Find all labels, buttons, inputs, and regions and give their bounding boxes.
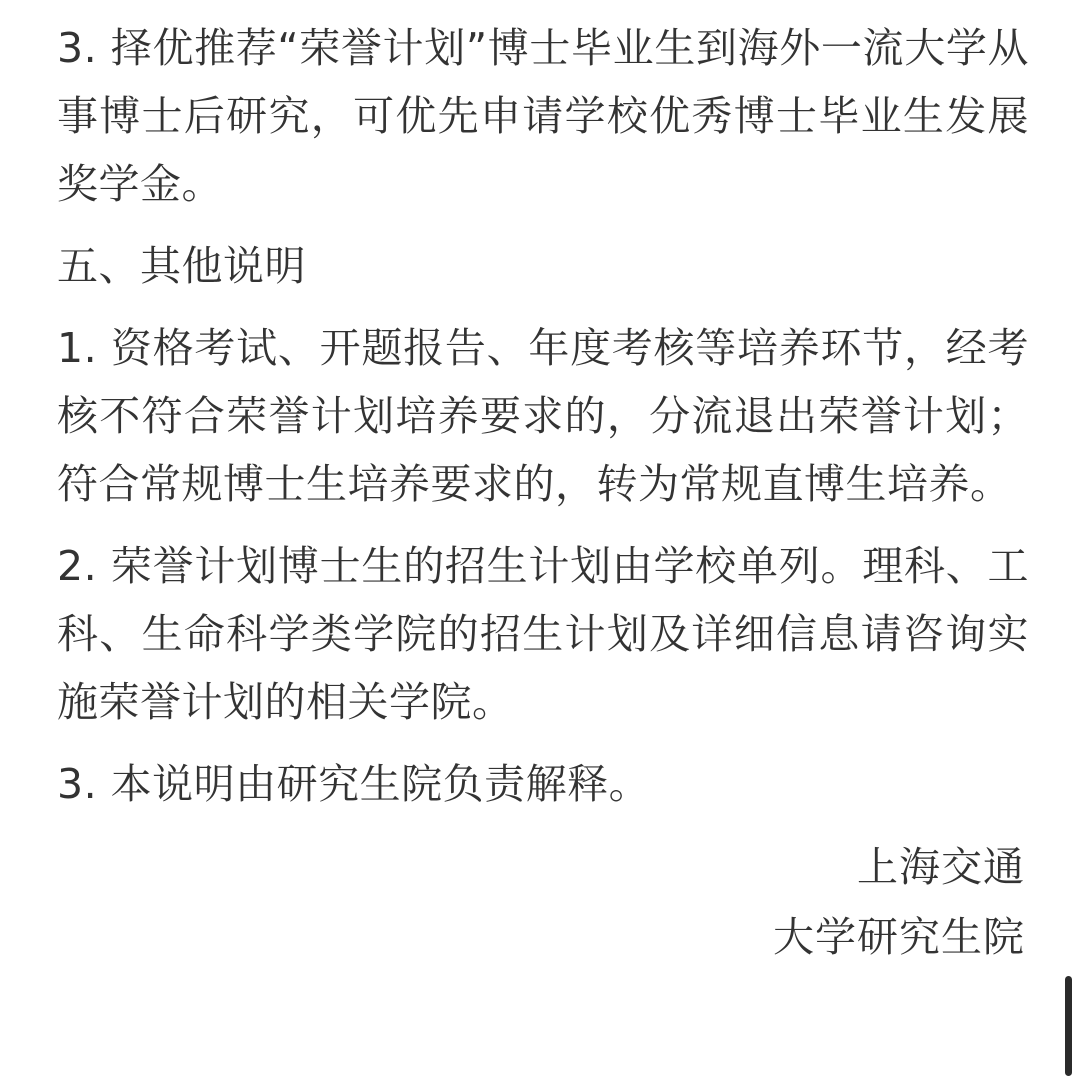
signature-line-1: 上海交通: [857, 843, 1025, 891]
paragraph-interpretation: 3. 本说明由研究生院负责解释。: [57, 760, 651, 808]
section-heading-other-notes: 五、其他说明: [57, 242, 306, 290]
paragraph-assessment: 1. 资格考试、开题报告、年度考核等培养环节，经考核不符合荣誉计划培养要求的，分流退出荣誉计划；符合常规博士生培养要求的，转为常规直博生培养。: [57, 324, 1029, 508]
signature-block: [57, 832, 1029, 972]
paragraph-enrollment-plan: 2. 荣誉计划博士生的招生计划由学校单列。理科、工科、生命科学类学院的招生计划及详细信息请咨询实施荣誉计划的相关学院。: [57, 542, 1029, 726]
vertical-scrollbar[interactable]: [1065, 976, 1072, 1076]
article-body: [57, 14, 1029, 972]
paragraph-recommendation: 3. 择优推荐“荣誉计划”博士毕业生到海外一流大学从事博士后研究，可优先申请学校优秀博士毕业生发展奖学金。: [57, 24, 1029, 208]
signature-line-2: 大学研究生院: [773, 913, 1025, 961]
